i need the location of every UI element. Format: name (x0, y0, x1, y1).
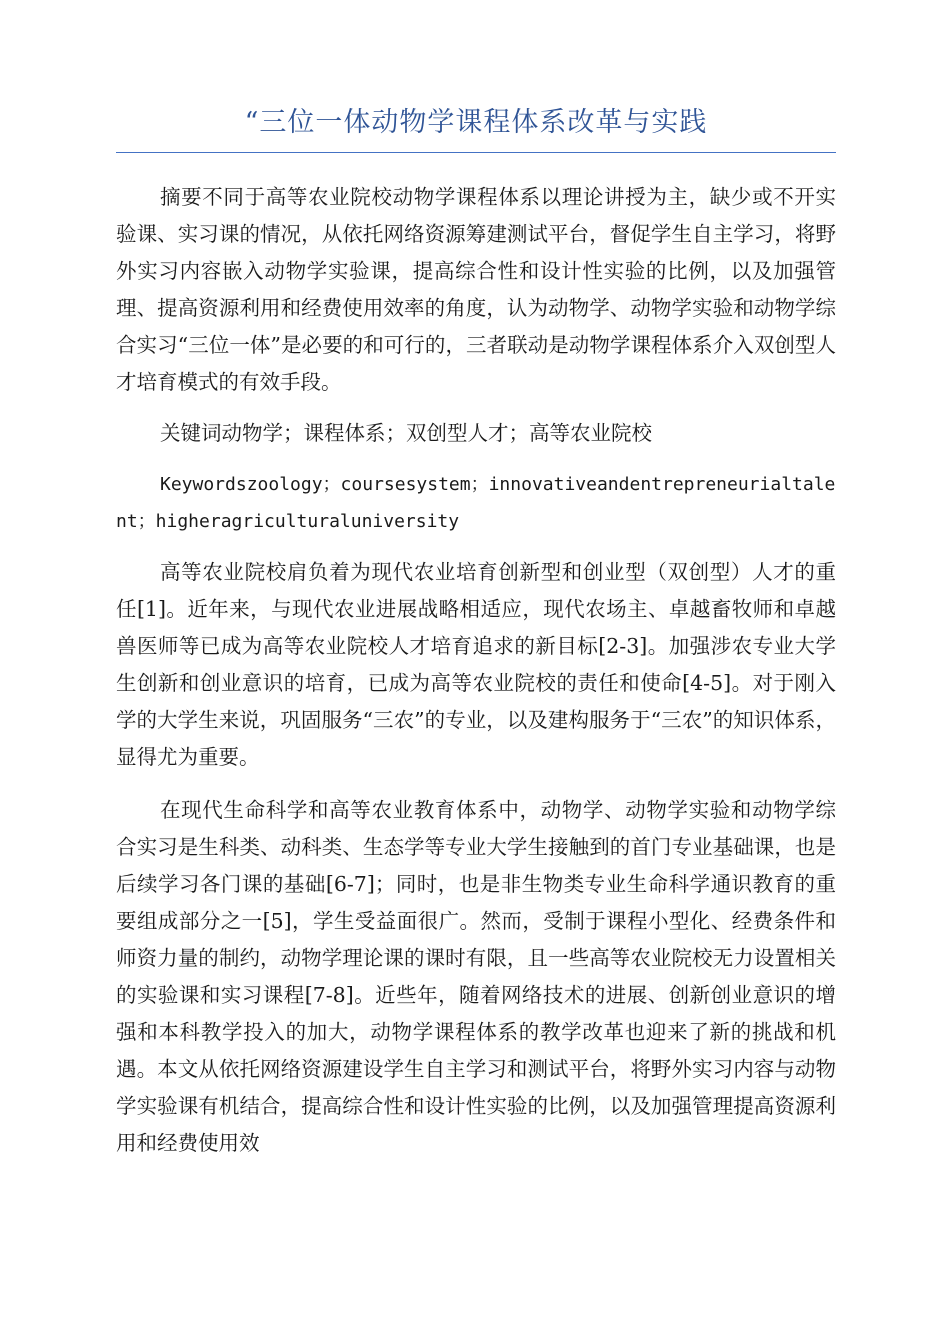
keywords-english: Keywordszoology；coursesystem；innovativeandentrepreneurialtalent；higheragriculturaluniversity (116, 474, 836, 532)
body-paragraph: 在现代生命科学和高等农业教育体系中，动物学、动物学实验和动物学综合实习是生科类、动科类、生态学等专业大学生接触到的首门专业基础课，也是后续学习各门课的基础[6-7]；同时，也是非生物类专业生命科学通识教育的重要组成部分之一[5]，学生受益面很广。然而，受制于课程小型化、经费条件和师资力量的制约，动物学理论课的课时有限，且一些高等农业院校无力设置相关的实验课和实习课程[7-8]。近些年，随着网络技术的进展、创新创业意识的增强和本科教学投入的加大，动物学课程体系的教学改革也迎来了新的挑战和机遇。本文从依托网络资源建设学生自主学习和测试平台，将野外实习内容与动物学实验课有机结合，提高综合性和设计性实验的比例，以及加强管理提高资源利用和经费使用效 (116, 798, 836, 1155)
document-title: “三位一体动物学课程体系改革与实践 (244, 107, 708, 138)
abstract-paragraph: 摘要不同于高等农业院校动物学课程体系以理论讲授为主，缺少或不开实验课、实习课的情况，从依托网络资源筹建测试平台，督促学生自主学习，将野外实习内容嵌入动物学实验课，提高综合性和设计性实验的比例，以及加强管理、提高资源利用和经费使用效率的角度，认为动物学、动物学实验和动物学综合实习“三位一体”是必要的和可行的，三者联动是动物学课程体系介入双创型人才培育模式的有效手段。 (116, 185, 836, 394)
document-page (116, 100, 836, 1162)
title-underline (116, 152, 836, 153)
keywords-chinese: 关键词动物学；课程体系；双创型人才；高等农业院校 (160, 421, 652, 445)
body-paragraph: 高等农业院校肩负着为现代农业培育创新型和创业型（双创型）人才的重任[1]。近年来，与现代农业进展战略相适应，现代农场主、卓越畜牧师和卓越兽医师等已成为高等农业院校人才培育追求的新目标[2-3]。加强涉农专业大学生创新和创业意识的培育，已成为高等农业院校的责任和使命[4-5]。对于刚入学的大学生来说，巩固服务“三农”的专业，以及建构服务于“三农”的知识体系，显得尤为重要。 (116, 560, 836, 769)
